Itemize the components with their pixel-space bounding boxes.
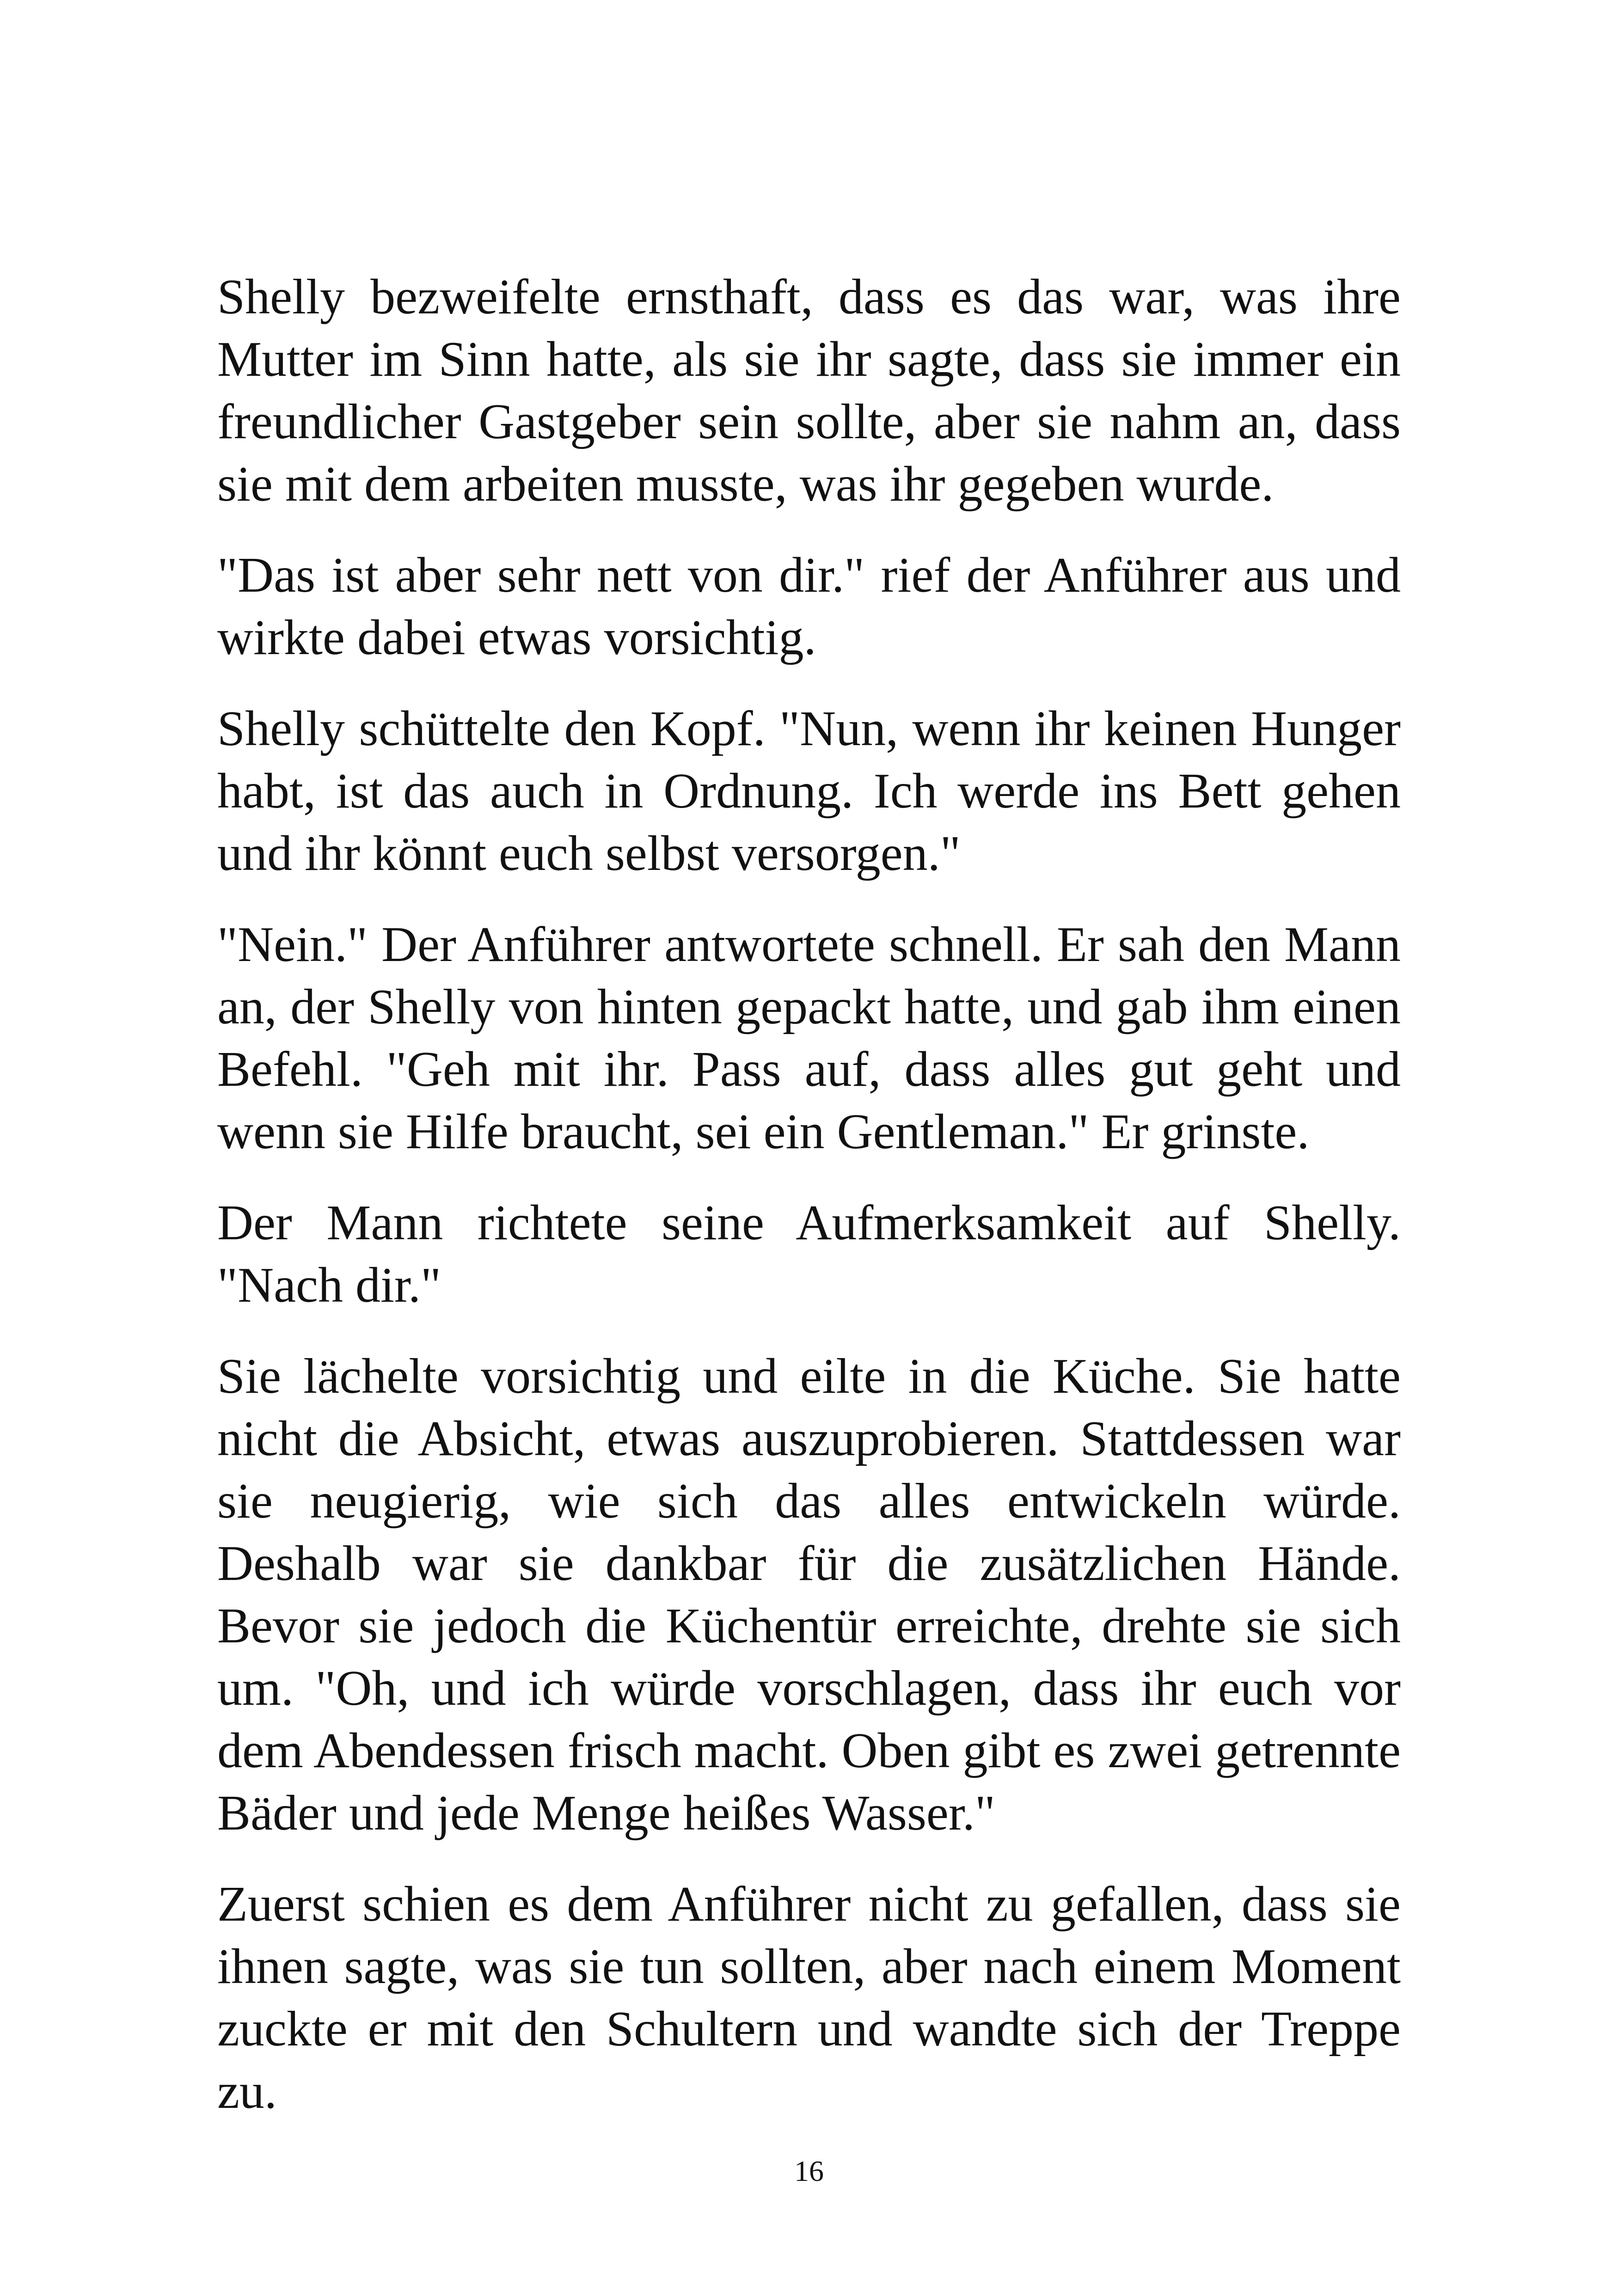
paragraph-1: Shelly bezweifelte ernsthaft, dass es das war, was ihre Mutter im Sinn hatte, als sie ihr sagte, dass sie immer ein freundlicher Gastgeber sein sollte, aber sie nahm an, dass sie mit dem arbeiten musste, was ihr gegeben wurde. — [217, 269, 1401, 512]
paragraph-7: Zuerst schien es dem Anführer nicht zu gefallen, dass sie ihnen sagte, was sie tun sollten, aber nach einem Moment zuckte er mit den Schultern und wandte sich der Treppe zu. — [217, 1877, 1401, 2119]
body-text — [217, 266, 1401, 2151]
paragraph-5: Der Mann richtete seine Aufmerksamkeit auf Shelly. "Nach dir." — [217, 1195, 1401, 1313]
paragraph-2: "Das ist aber sehr nett von dir." rief der Anführer aus und wirkte dabei etwas vorsichtig. — [217, 548, 1401, 665]
paragraph-6: Sie lächelte vorsichtig und eilte in die Küche. Sie hatte nicht die Absicht, etwas auszuprobieren. Stattdessen war sie neugierig, wie sich das alles entwickeln würde. Deshalb war sie dankbar für die zusätzlichen Hände. Bevor sie jedoch die Küchentür erreichte, drehte sie sich um. "Oh, und ich würde vorschlagen, dass ihr euch vor dem Abendessen frisch macht. Oben gibt es zwei getrennte Bäder und jede Menge heißes Wasser." — [217, 1349, 1401, 1841]
page-number: 16 — [794, 2155, 824, 2187]
paragraph-3: Shelly schüttelte den Kopf. "Nun, wenn ihr keinen Hunger habt, ist das auch in Ordnung. Ich werde ins Bett gehen und ihr könnt euch selbst versorgen." — [217, 701, 1401, 881]
paragraph-4: "Nein." Der Anführer antwortete schnell. Er sah den Mann an, der Shelly von hinten gepackt hatte, und gab ihm einen Befehl. "Geh mit ihr. Pass auf, dass alles gut geht und wenn sie Hilfe braucht, sei ein Gentleman." Er grinste. — [217, 917, 1401, 1159]
